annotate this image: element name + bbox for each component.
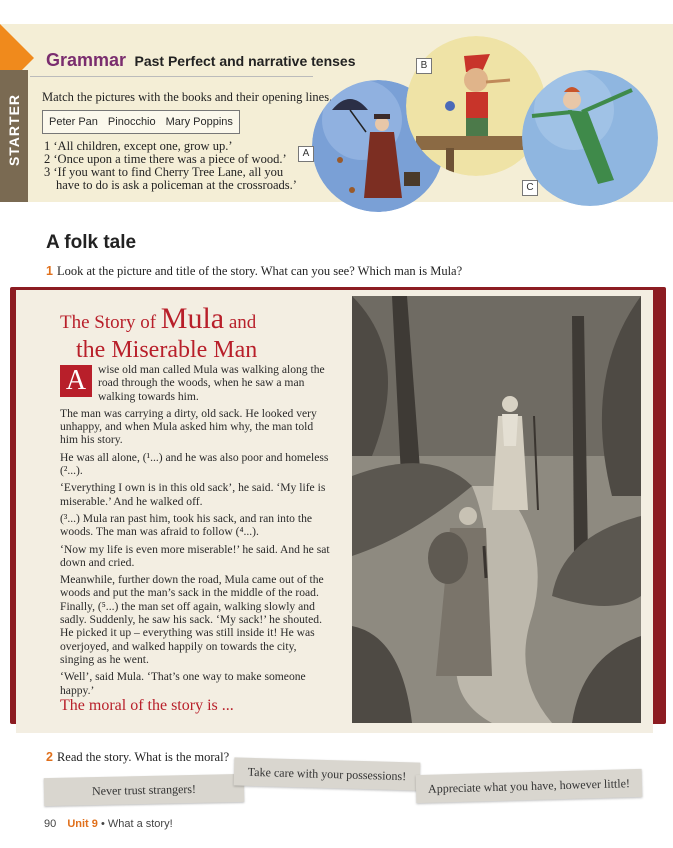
- starter-tab: [0, 70, 28, 202]
- title-part: The Story of: [60, 312, 161, 333]
- title-line-2: the Miserable Man: [76, 337, 258, 363]
- story-paragraph: [60, 363, 330, 403]
- page-footer: [44, 818, 173, 830]
- story-paragraph: ‘Now my life is even more miserable!’ he said. And he sat down and cried.: [60, 542, 330, 569]
- quote-line: 2 ‘Once upon a time there was a piece of wood.’: [44, 152, 287, 166]
- moral-option-card: Never trust strangers!: [44, 774, 245, 806]
- title-part: and: [224, 312, 257, 333]
- picture-label-a: A: [298, 146, 314, 162]
- book-name: Pinocchio: [107, 116, 156, 128]
- question-text: Read the story. What is the moral?: [56, 750, 230, 764]
- story-illustration: [352, 296, 641, 723]
- drop-cap: A: [60, 365, 92, 397]
- quote-line: have to do is ask a policeman at the crossroads.’: [56, 178, 297, 192]
- story-paragraph: ‘Everything I own is in this old sack’, he said. ‘My life is miserable.’ And he walked off.: [60, 481, 326, 508]
- unit-label: Unit 9: [67, 818, 98, 830]
- question-text: Look at the picture and title of the story. What can you see? Which man is Mula?: [56, 264, 463, 278]
- story-paragraph: (³...) Mula ran past him, took his sack, and ran into the woods. The man was afraid to follow (⁴...).: [60, 511, 313, 539]
- starter-tab-label: STARTER: [6, 93, 22, 167]
- divider: [30, 76, 313, 77]
- moral-option-card: Appreciate what you have, however little!: [416, 769, 643, 803]
- unit-title: • What a story!: [100, 818, 173, 830]
- paragraph-text: wise old man called Mula was walking along the road through the woods, when he saw a man walking towards him.: [98, 363, 325, 403]
- title-mula: Mula: [160, 302, 225, 335]
- story-paragraph: Meanwhile, further down the road, Mula came out of the woods and put the man’s sack in the middle of the road. Finally, (⁵...) the man set off again, walking slowly and sadly. Suddenly, he saw his sack. ‘My sack!’ he shouted. He picked it up – everything was still inside it! He was overjoyed, and walked happily on towards the city, singing as he went.: [60, 573, 324, 666]
- question-number: 1: [46, 264, 53, 278]
- story-text: [60, 363, 330, 701]
- picture-label-b: B: [416, 58, 432, 74]
- question-1: [46, 264, 462, 279]
- story-paragraph: He was all alone, (¹...) and he was also poor and homeless (²...).: [60, 450, 329, 478]
- grammar-word: Grammar: [46, 50, 127, 70]
- peter-pan-illustration: [522, 70, 658, 206]
- story-paragraph: The man was carrying a dirty, old sack. He looked very unhappy, and when Mula asked him why, the man told him his story.: [60, 406, 317, 447]
- page-number: 90: [44, 818, 57, 830]
- grammar-topic: Past Perfect and narrative tenses: [134, 53, 356, 69]
- picture-label-c: C: [522, 180, 538, 196]
- book-name: Peter Pan: [49, 116, 98, 128]
- story-title: [60, 302, 258, 366]
- section-title: A folk tale: [46, 232, 137, 253]
- opening-lines: [44, 140, 297, 192]
- moral-option-card: Take care with your possessions!: [234, 757, 421, 790]
- quote-line: 3 ‘If you want to find Cherry Tree Lane, all you: [44, 165, 284, 179]
- story-paragraph: ‘Well’, said Mula. ‘That’s one way to make someone happy.’: [60, 670, 306, 697]
- grammar-heading: [46, 50, 356, 71]
- question-2: [46, 750, 229, 765]
- starter-instruction: Match the pictures with the books and their opening lines.: [42, 90, 333, 104]
- question-number: 2: [46, 750, 53, 764]
- book-name: Mary Poppins: [165, 116, 233, 128]
- quote-line: 1 ‘All children, except one, grow up.’: [44, 139, 233, 153]
- book-names-box: [42, 110, 240, 134]
- moral-line: The moral of the story is ...: [60, 697, 234, 714]
